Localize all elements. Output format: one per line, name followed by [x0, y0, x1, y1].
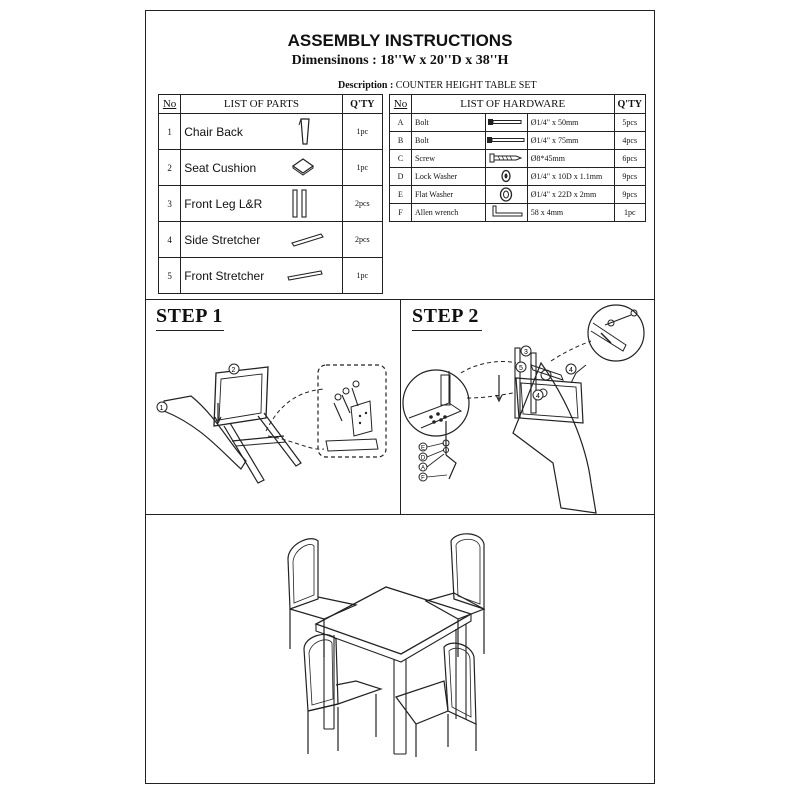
hardware-header-no: No [390, 95, 412, 114]
hardware-name: Bolt [411, 114, 485, 132]
table-row [390, 132, 646, 150]
table-row [159, 186, 383, 222]
hw-callout-d: D [420, 455, 426, 462]
table-row [159, 222, 383, 258]
hw-callout-a: A [420, 465, 426, 472]
parts-header-qty: Q'TY [342, 95, 382, 114]
chair-back-icon [295, 117, 315, 147]
part-name: Front Leg L&R [184, 196, 263, 211]
dining-set-assembled-icon [276, 529, 516, 759]
part-no: 2 [159, 150, 181, 186]
hardware-qty: 4pcs [614, 132, 645, 150]
step1-label: STEP 1 [156, 305, 223, 327]
hw-callout-e: E [420, 445, 426, 452]
hardware-qty: 9pcs [614, 168, 645, 186]
hardware-no: E [390, 186, 412, 204]
hardware-spec: 58 x 4mm [527, 204, 614, 222]
hardware-no: F [390, 204, 412, 222]
parts-header-no: No [159, 95, 181, 114]
hardware-spec: Ø1/4" x 22D x 2mm [527, 186, 614, 204]
hardware-icon-cell [485, 204, 527, 222]
part-cell [181, 222, 342, 258]
table-row [390, 114, 646, 132]
hardware-qty: 6pcs [614, 150, 645, 168]
table-row [159, 258, 383, 294]
part-name: Side Stretcher [184, 232, 261, 247]
step2-illustration [401, 303, 656, 513]
part-name: Front Stretcher [184, 268, 265, 283]
parts-header-row [159, 95, 383, 114]
hardware-icon-cell [485, 132, 527, 150]
hardware-spec: Ø1/4" x 50mm [527, 114, 614, 132]
hardware-no: C [390, 150, 412, 168]
bolt-icon [487, 135, 525, 145]
table-row [390, 168, 646, 186]
callout-1-text: 1 [159, 405, 164, 412]
table-row [159, 114, 383, 150]
hardware-icon-cell [485, 114, 527, 132]
front-leg-icon [291, 189, 311, 219]
part-cell [181, 150, 342, 186]
hardware-name: Lock Washer [411, 168, 485, 186]
hardware-icon-cell [485, 186, 527, 204]
step1-illustration [146, 321, 396, 511]
table-row [390, 204, 646, 222]
hardware-no: A [390, 114, 412, 132]
dimensions-line: Dimensinons : 18''W x 20''D x 38''H [291, 53, 509, 68]
part-no: 5 [159, 258, 181, 294]
allen-wrench-icon [490, 205, 526, 219]
hardware-icon-cell [485, 150, 527, 168]
callout-4b: 4 [536, 393, 540, 400]
side-stretcher-icon [291, 231, 325, 247]
hardware-qty: 1pc [614, 204, 645, 222]
front-stretcher-icon [287, 268, 325, 282]
page-title: ASSEMBLY INSTRUCTIONS [287, 31, 513, 50]
step2-label: STEP 2 [412, 305, 479, 327]
hardware-name: Screw [411, 150, 485, 168]
callout-4a: 4 [569, 367, 573, 374]
part-cell [181, 258, 342, 294]
table-row [390, 150, 646, 168]
part-cell [181, 186, 342, 222]
hardware-header-list: LIST OF HARDWARE [411, 95, 614, 114]
instruction-sheet [145, 10, 655, 784]
part-qty: 1pc [342, 258, 382, 294]
part-qty: 2pcs [342, 186, 382, 222]
hardware-header-row [390, 95, 646, 114]
description-line [338, 80, 537, 91]
part-no: 4 [159, 222, 181, 258]
hardware-table [389, 94, 646, 222]
bolt-icon [488, 117, 524, 127]
part-qty: 2pcs [342, 222, 382, 258]
seat-cushion-icon [291, 157, 315, 177]
table-row [159, 150, 383, 186]
hardware-qty: 9pcs [614, 186, 645, 204]
part-cell [181, 114, 342, 150]
hardware-name: Allen wrench [411, 204, 485, 222]
callout-5: 5 [519, 365, 523, 372]
hardware-spec: Ø8*45mm [527, 150, 614, 168]
part-name: Chair Back [184, 124, 243, 139]
hardware-qty: 5pcs [614, 114, 645, 132]
hardware-no: D [390, 168, 412, 186]
hardware-icon-cell [485, 168, 527, 186]
description-label: Description : [338, 80, 394, 91]
hardware-spec: Ø1/4" x 75mm [527, 132, 614, 150]
callout-2-text: 2 [231, 367, 236, 374]
table-row [390, 186, 646, 204]
hardware-name: Bolt [411, 132, 485, 150]
parts-table [158, 94, 383, 294]
hardware-name: Flat Washer [411, 186, 485, 204]
description-value: COUNTER HEIGHT TABLE SET [395, 80, 537, 91]
lock-washer-icon [500, 169, 512, 183]
part-no: 3 [159, 186, 181, 222]
flat-washer-icon [499, 187, 513, 202]
divider-bottom [146, 514, 654, 515]
callout-3: 3 [524, 349, 528, 356]
hw-callout-f: F [421, 475, 425, 482]
part-qty: 1pc [342, 150, 382, 186]
part-qty: 1pc [342, 114, 382, 150]
hardware-spec: Ø1/4" x 10D x 1.1mm [527, 168, 614, 186]
part-no: 1 [159, 114, 181, 150]
hardware-no: B [390, 132, 412, 150]
screw-icon [490, 153, 524, 163]
parts-header-list: LIST OF PARTS [181, 95, 342, 114]
hardware-header-qty: Q'TY [614, 95, 645, 114]
part-name: Seat Cushion [184, 160, 257, 175]
